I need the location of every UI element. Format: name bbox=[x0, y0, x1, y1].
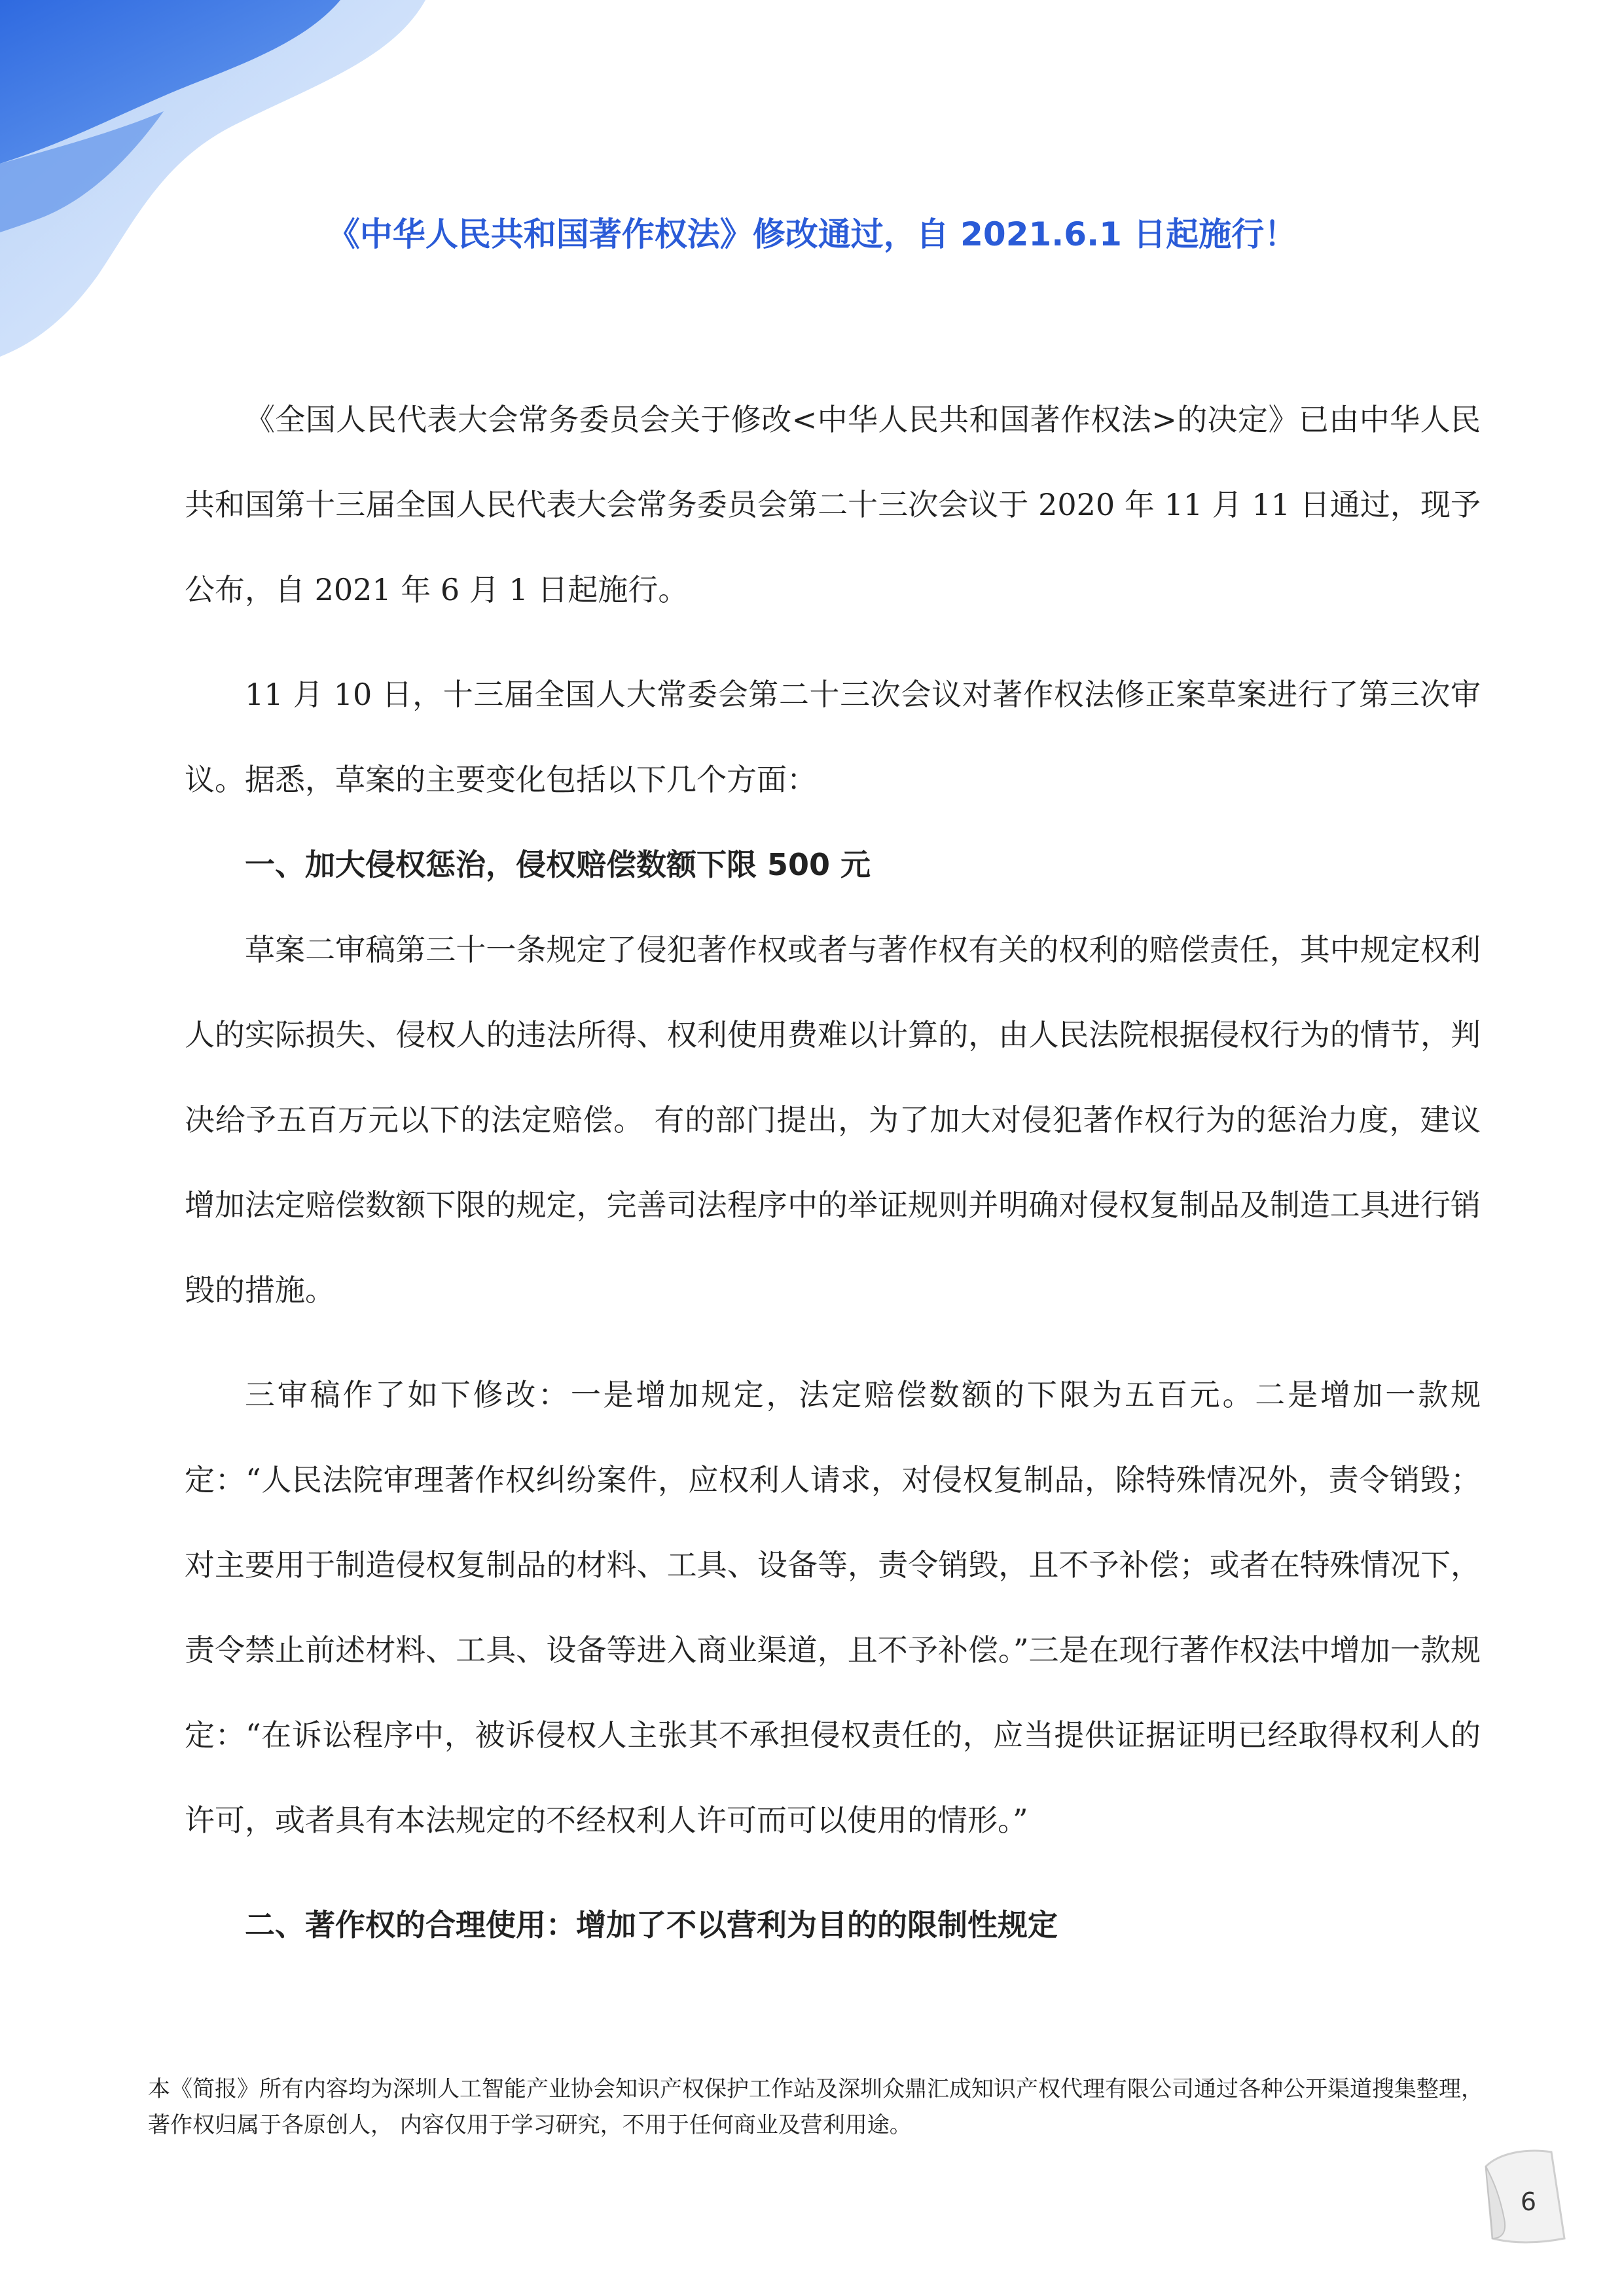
paragraph-draft-two: 草案二审稿第三十一条规定了侵犯著作权或者与著作权有关的权利的赔偿责任，其中规定权利人的实际损失、侵权人的违法所得、权利使用费难以计算的，由人民法院根据侵权行为的情节，判决给予五百万元以下的法定赔偿。 有的部门提出，为了加大对侵犯著作权行为的惩治力度，建议增加法定赔偿数额下限的规定，完善司法程序中的举证规则并明确对侵权复制品及制造工具进行销毁的措施。 bbox=[185, 932, 1481, 1308]
section-heading-1: 一、加大侵权惩治，侵权赔偿数额下限 500 元 bbox=[245, 847, 871, 882]
paragraph-draft-three: 三审稿作了如下修改：一是增加规定，法定赔偿数额的下限为五百元。二是增加一款规定：“人民法院审理著作权纠纷案件，应权利人请求，对侵权复制品，除特殊情况外，责令销毁；对主要用于制造侵权复制品的材料、工具、设备等，责令销毁，且不予补偿；或者在特殊情况下，责令禁止前述材料、工具、设备等进入商业渠道，且不予补偿。”三是在现行著作权法中增加一款规定：“在诉讼程序中，被诉侵权人主张其不承担侵权责任的，应当提供证据证明已经取得权利人的许可，或者具有本法规定的不经权利人许可而可以使用的情形。” bbox=[185, 1377, 1481, 1838]
footer-disclaimer: 本《简报》所有内容均为深圳人工智能产业协会知识产权保护工作站及深圳众鼎汇成知识产权代理有限公司通过各种公开渠道搜集整理，著作权归属于各原创人， 内容仅用于学习研究，不用于任何商业及营利用途。 bbox=[148, 2076, 1483, 2138]
page-number: 6 bbox=[1520, 2187, 1537, 2216]
section-heading-2: 二、著作权的合理使用：增加了不以营利为目的的限制性规定 bbox=[245, 1907, 1058, 1943]
article-title: 《中华人民共和国著作权法》修改通过，自 2021.6.1 日起施行！ bbox=[327, 215, 1297, 253]
paragraph-intro: 《全国人民代表大会常务委员会关于修改<中华人民共和国著作权法>的决定》已由中华人民共和国第十三届全国人民代表大会常务委员会第二十三次会议于 2020 年 11 月 11 日通过，现予公布，自 2021 年 6 月 1 日起施行。 bbox=[185, 402, 1481, 607]
paragraph-review: 11 月 10 日，十三届全国人大常委会第二十三次会议对著作权法修正案草案进行了第三次审议。据悉，草案的主要变化包括以下几个方面： bbox=[185, 677, 1481, 797]
corner-wave-decoration bbox=[0, 0, 471, 367]
article-body bbox=[185, 377, 1481, 1967]
